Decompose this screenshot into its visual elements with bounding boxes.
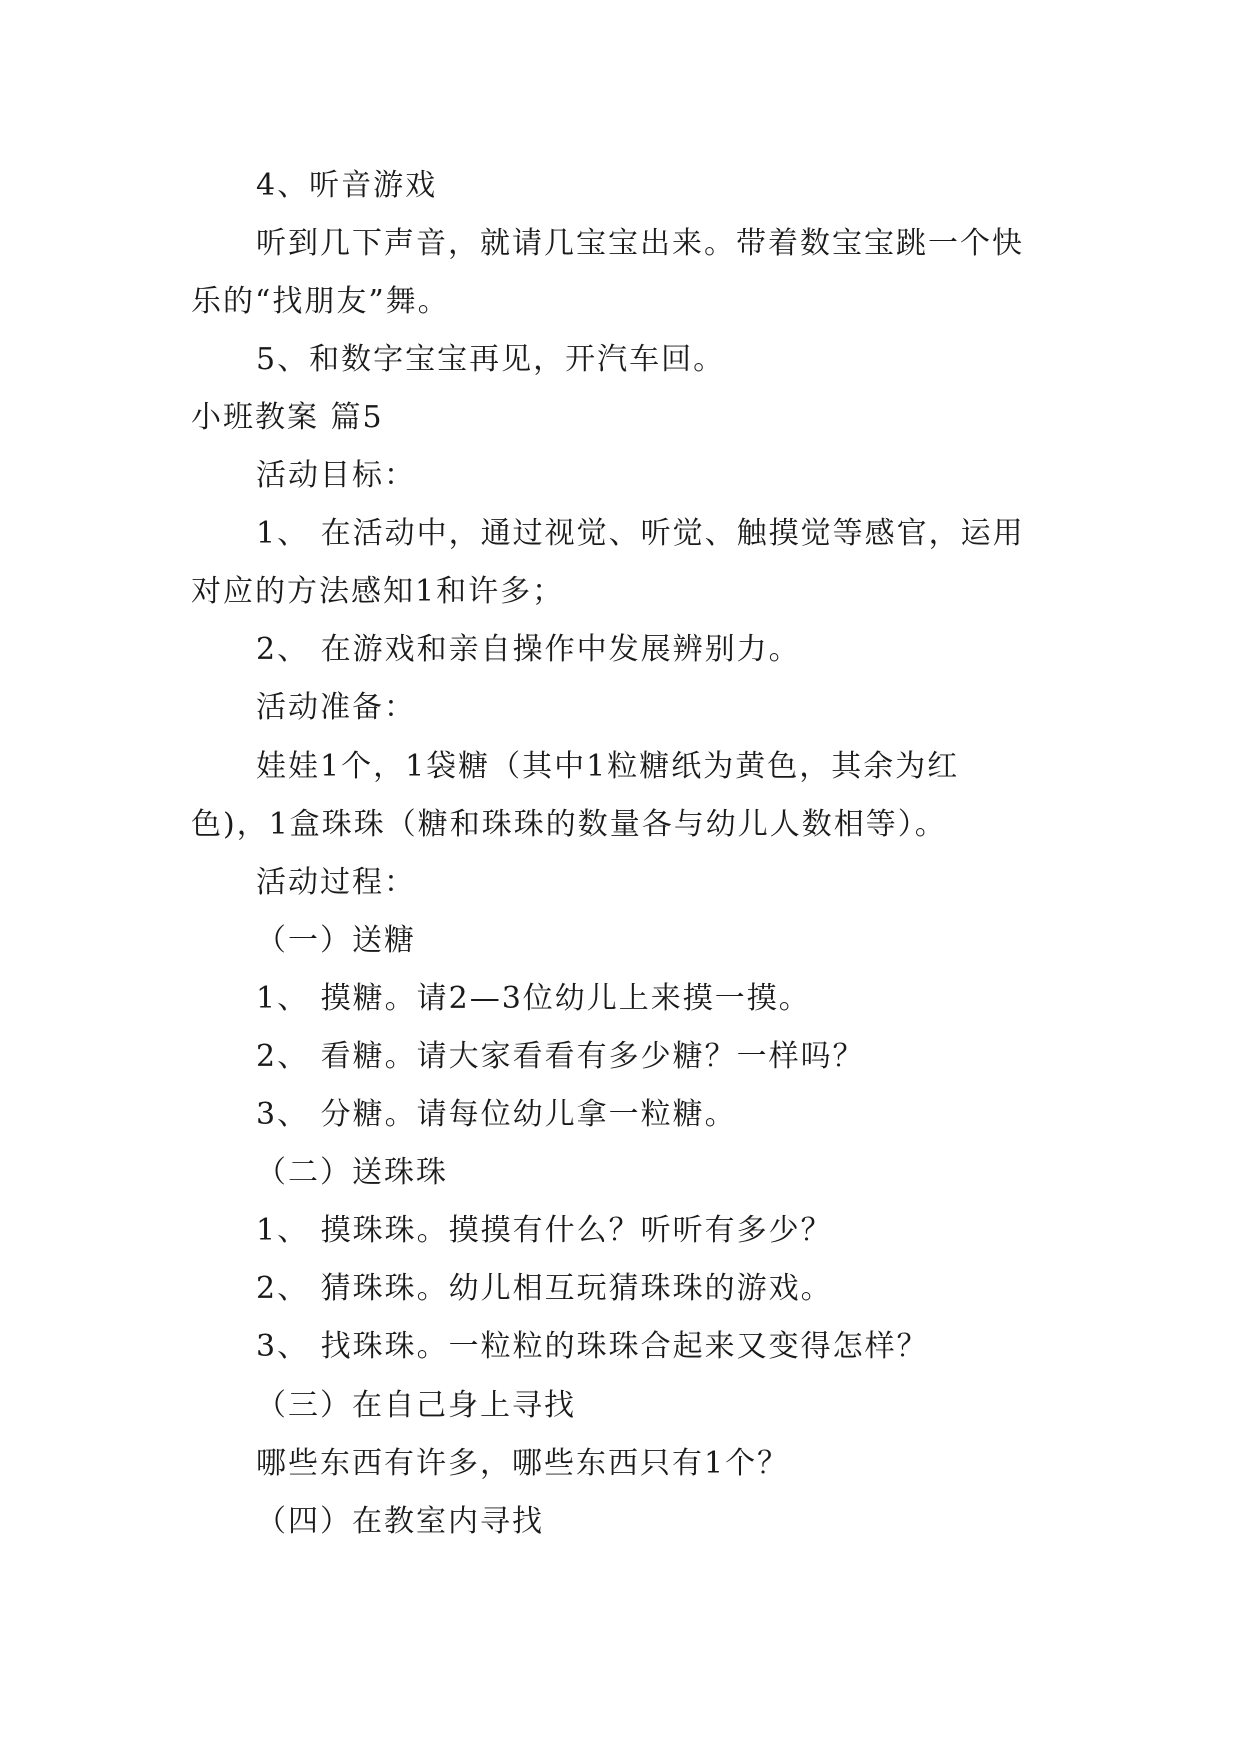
text-line: 听到几下声音，就请几宝宝出来。带着数宝宝跳一个快 xyxy=(256,226,1024,261)
text-line: （二）送珠珠 xyxy=(256,1155,448,1190)
text-line: 4、听音游戏 xyxy=(256,168,438,203)
text-line: 3、 分糖。请每位幼儿拿一粒糖。 xyxy=(256,1097,737,1132)
text-line: 5、和数字宝宝再见，开汽车回。 xyxy=(256,342,726,377)
text-line: 娃娃1个，1袋糖（其中1粒糖纸为黄色，其余为红 xyxy=(256,749,960,784)
text-line: 2、 猜珠珠。幼儿相互玩猜珠珠的游戏。 xyxy=(256,1271,833,1306)
text-line: 活动目标： xyxy=(256,458,416,493)
text-line: （三）在自己身上寻找 xyxy=(256,1388,576,1423)
text-line: 2、 在游戏和亲自操作中发展辨别力。 xyxy=(256,632,801,667)
text-line: 对应的方法感知1和许多； xyxy=(191,574,565,609)
text-line: 活动过程： xyxy=(256,865,416,900)
text-line: 活动准备： xyxy=(256,690,416,725)
text-line: 哪些东西有许多，哪些东西只有1个？ xyxy=(256,1446,790,1481)
text-line: 1、 摸珠珠。摸摸有什么？听听有多少？ xyxy=(256,1213,833,1248)
text-line: 3、 找珠珠。一粒粒的珠珠合起来又变得怎样？ xyxy=(256,1329,929,1364)
text-line: （四）在教室内寻找 xyxy=(256,1504,544,1539)
text-line: 1、 在活动中，通过视觉、听觉、触摸觉等感官，运用 xyxy=(256,516,1025,551)
text-line: （一）送糖 xyxy=(256,923,416,958)
text-line: 乐的“找朋友”舞。 xyxy=(191,284,450,319)
text-line: 2、 看糖。请大家看看有多少糖？一样吗？ xyxy=(256,1039,865,1074)
section-heading: 小班教案 篇5 xyxy=(191,400,384,435)
text-line: 1、 摸糖。请2—3位幼儿上来摸一摸。 xyxy=(256,981,811,1016)
text-line: 色)，1盒珠珠（糖和珠珠的数量各与幼儿人数相等）。 xyxy=(191,807,947,842)
